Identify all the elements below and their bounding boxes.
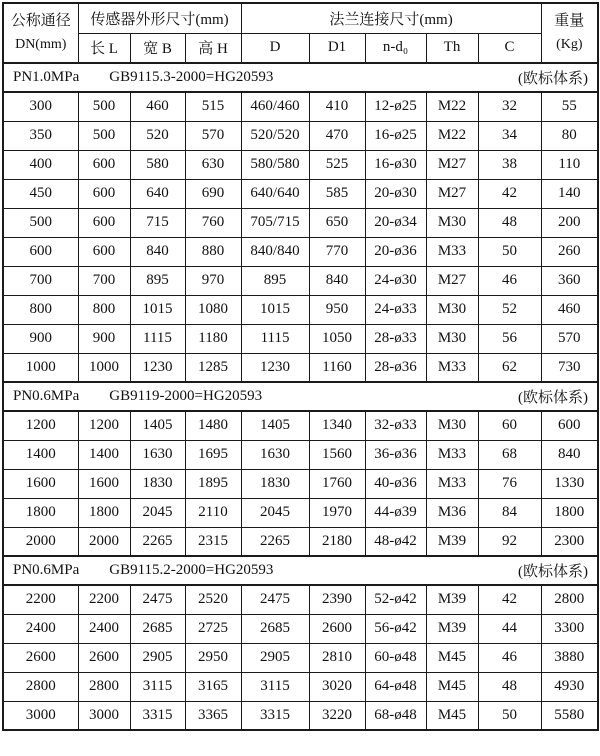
cell: 840 [130,237,185,266]
cell: 1230 [130,353,185,382]
header-nominal-diameter [3,3,78,63]
cell: 900 [3,324,78,353]
cell: 3020 [309,672,365,701]
cell: 84 [478,498,541,527]
cell: 1000 [78,353,130,382]
header-flange-dimensions-group: 法兰连接尺寸(mm) [241,3,541,33]
cell: 580/580 [241,150,309,179]
cell: 705/715 [241,208,309,237]
data-row [3,237,598,266]
header-width-b: 宽 B [130,33,185,63]
header-height-h: 高 H [185,33,241,63]
cell: 28-ø36 [365,353,426,382]
data-row [3,440,598,469]
cell: 32-ø33 [365,411,426,440]
cell: 400 [3,150,78,179]
header-nominal-diameter-cn: 公称通径 [10,12,71,29]
data-row [3,498,598,527]
cell: 3000 [3,701,78,730]
cell: 2800 [541,585,598,614]
cell: 760 [185,208,241,237]
data-row [3,295,598,324]
cell: 600 [541,411,598,440]
cell: 350 [3,121,78,150]
section-header-cell [3,382,598,411]
cell: 1230 [241,353,309,382]
cell: 2905 [130,643,185,672]
cell: 3315 [241,701,309,730]
cell: 1330 [541,469,598,498]
cell: 24-ø30 [365,266,426,295]
cell: 2390 [309,585,365,614]
cell: 600 [78,208,130,237]
data-row [3,672,598,701]
data-row [3,701,598,730]
cell: 2600 [3,643,78,672]
cell: 800 [78,295,130,324]
cell: M45 [426,701,478,730]
cell: 895 [130,266,185,295]
cell: 895 [241,266,309,295]
cell: 48 [478,672,541,701]
cell: 16-ø30 [365,150,426,179]
cell: 1340 [309,411,365,440]
data-row [3,324,598,353]
cell: M39 [426,527,478,556]
cell: 32 [478,92,541,121]
cell: 410 [309,92,365,121]
header-row-groups [3,3,598,33]
cell: 40-ø36 [365,469,426,498]
cell: 12-ø25 [365,92,426,121]
cell: M33 [426,353,478,382]
cell: 2905 [241,643,309,672]
cell: M36 [426,498,478,527]
cell: 1800 [78,498,130,527]
cell: 840 [309,266,365,295]
cell: 52-ø42 [365,585,426,614]
cell: 460 [541,295,598,324]
cell: 76 [478,469,541,498]
cell: M30 [426,295,478,324]
cell: M45 [426,643,478,672]
cell: 600 [78,237,130,266]
cell: 1600 [78,469,130,498]
cell: 450 [3,179,78,208]
cell: 460 [130,92,185,121]
cell: 690 [185,179,241,208]
cell: 360 [541,266,598,295]
cell: 730 [541,353,598,382]
cell: 2200 [78,585,130,614]
cell: 2520 [185,585,241,614]
cell: 700 [78,266,130,295]
cell: 48-ø42 [365,527,426,556]
header-c: C [478,33,541,63]
cell: 1050 [309,324,365,353]
cell: 1630 [130,440,185,469]
data-row [3,208,598,237]
cell: 2475 [241,585,309,614]
cell: 20-ø30 [365,179,426,208]
section-row [3,382,598,411]
cell: 840/840 [241,237,309,266]
dimension-spec-table [2,2,599,731]
data-row [3,179,598,208]
cell: 48 [478,208,541,237]
cell: 950 [309,295,365,324]
cell: 1630 [241,440,309,469]
cell: 2685 [130,614,185,643]
cell: 2265 [241,527,309,556]
cell: 515 [185,92,241,121]
section-pressure-rating: PN0.6MPa [13,562,80,578]
cell: 1015 [130,295,185,324]
cell: 42 [478,179,541,208]
cell: 92 [478,527,541,556]
cell: 650 [309,208,365,237]
cell: 34 [478,121,541,150]
cell: M22 [426,121,478,150]
cell: 1800 [541,498,598,527]
cell: 600 [3,237,78,266]
cell: 52 [478,295,541,324]
header-d1: D1 [309,33,365,63]
cell: 300 [3,92,78,121]
cell: 2180 [309,527,365,556]
cell: 50 [478,237,541,266]
data-row [3,585,598,614]
cell: 1080 [185,295,241,324]
cell: 80 [541,121,598,150]
cell: 1695 [185,440,241,469]
cell: 2000 [78,527,130,556]
header-sensor-dimensions-group: 传感器外形尺寸(mm) [78,3,241,33]
cell: 2200 [3,585,78,614]
data-row [3,266,598,295]
cell: 16-ø25 [365,121,426,150]
cell: 3000 [78,701,130,730]
section-standard-note: (欧标体系) [518,71,589,87]
cell: M30 [426,208,478,237]
cell: 46 [478,266,541,295]
data-row [3,121,598,150]
cell: 900 [78,324,130,353]
cell: M22 [426,92,478,121]
cell: 500 [78,121,130,150]
cell: 770 [309,237,365,266]
cell: 3365 [185,701,241,730]
cell: 580 [130,150,185,179]
cell: 1200 [78,411,130,440]
header-row-subcolumns [3,33,598,63]
cell: 56 [478,324,541,353]
cell: 260 [541,237,598,266]
section-standard-code: GB9119-2000=HG20593 [109,388,263,404]
cell: 2265 [130,527,185,556]
cell: 2400 [3,614,78,643]
cell: 3165 [185,672,241,701]
header-th: Th [426,33,478,63]
cell: 2000 [3,527,78,556]
data-row [3,527,598,556]
cell: 585 [309,179,365,208]
cell: 800 [3,295,78,324]
cell: 60-ø48 [365,643,426,672]
cell: 1400 [78,440,130,469]
header-n-d0: n-d₀ [365,33,426,63]
cell: 1760 [309,469,365,498]
table-body [3,63,598,730]
cell: 44-ø39 [365,498,426,527]
cell: 630 [185,150,241,179]
section-standard-note: (欧标体系) [518,390,589,406]
cell: 1405 [241,411,309,440]
cell: 62 [478,353,541,382]
cell: 1895 [185,469,241,498]
cell: 715 [130,208,185,237]
cell: M45 [426,672,478,701]
section-row [3,556,598,585]
header-d: D [241,33,309,63]
cell: 2725 [185,614,241,643]
data-row [3,643,598,672]
cell: M33 [426,237,478,266]
cell: 20-ø36 [365,237,426,266]
cell: 56-ø42 [365,614,426,643]
cell: 1115 [241,324,309,353]
cell: 1600 [3,469,78,498]
cell: 1830 [241,469,309,498]
cell: 2045 [241,498,309,527]
cell: 140 [541,179,598,208]
cell: 2600 [78,643,130,672]
cell: 36-ø36 [365,440,426,469]
cell: M27 [426,150,478,179]
cell: 1970 [309,498,365,527]
cell: 3300 [541,614,598,643]
cell: 44 [478,614,541,643]
cell: 2475 [130,585,185,614]
cell: 55 [541,92,598,121]
cell: 24-ø33 [365,295,426,324]
cell: 970 [185,266,241,295]
cell: 2110 [185,498,241,527]
cell: 46 [478,643,541,672]
table-header [3,3,598,63]
section-header-cell [3,556,598,585]
cell: 2800 [3,672,78,701]
cell: 520 [130,121,185,150]
cell: 42 [478,585,541,614]
cell: M33 [426,469,478,498]
cell: 3315 [130,701,185,730]
cell: 110 [541,150,598,179]
cell: 2045 [130,498,185,527]
section-pressure-rating: PN1.0MPa [13,69,80,85]
header-weight-cn: 重量 [554,12,585,29]
cell: 600 [78,179,130,208]
cell: 2685 [241,614,309,643]
header-nominal-diameter-unit: DN(mm) [15,37,67,52]
cell: 2315 [185,527,241,556]
cell: 200 [541,208,598,237]
cell: 64-ø48 [365,672,426,701]
cell: 525 [309,150,365,179]
cell: 50 [478,701,541,730]
cell: 1830 [130,469,185,498]
cell: 4930 [541,672,598,701]
cell: 570 [185,121,241,150]
cell: 68-ø48 [365,701,426,730]
data-row [3,411,598,440]
cell: 640/640 [241,179,309,208]
data-row [3,469,598,498]
cell: 470 [309,121,365,150]
cell: 2800 [78,672,130,701]
cell: 1200 [3,411,78,440]
cell: M27 [426,179,478,208]
cell: 840 [541,440,598,469]
cell: 68 [478,440,541,469]
cell: M27 [426,266,478,295]
cell: M39 [426,614,478,643]
cell: 60 [478,411,541,440]
cell: 3880 [541,643,598,672]
header-weight-unit: (Kg) [556,37,583,52]
section-pressure-rating: PN0.6MPa [13,388,80,404]
cell: 1400 [3,440,78,469]
cell: 1015 [241,295,309,324]
cell: 1560 [309,440,365,469]
cell: 500 [3,208,78,237]
cell: M39 [426,585,478,614]
cell: 2300 [541,527,598,556]
cell: 1800 [3,498,78,527]
section-standard-code: GB9115.2-2000=HG20593 [109,562,274,578]
cell: 20-ø34 [365,208,426,237]
cell: 1160 [309,353,365,382]
cell: 640 [130,179,185,208]
section-standard-code: GB9115.3-2000=HG20593 [109,69,274,85]
cell: 28-ø33 [365,324,426,353]
cell: 600 [78,150,130,179]
cell: 700 [3,266,78,295]
header-weight [541,3,598,63]
cell: M33 [426,440,478,469]
cell: 3115 [130,672,185,701]
cell: M30 [426,324,478,353]
cell: 3115 [241,672,309,701]
data-row [3,92,598,121]
cell: 5580 [541,701,598,730]
cell: 2400 [78,614,130,643]
data-row [3,353,598,382]
cell: 1180 [185,324,241,353]
cell: 520/520 [241,121,309,150]
cell: 460/460 [241,92,309,121]
section-standard-note: (欧标体系) [518,564,589,580]
cell: 2950 [185,643,241,672]
cell: 2600 [309,614,365,643]
cell: 880 [185,237,241,266]
cell: M30 [426,411,478,440]
cell: 2810 [309,643,365,672]
cell: 1000 [3,353,78,382]
cell: 38 [478,150,541,179]
cell: 1285 [185,353,241,382]
cell: 1405 [130,411,185,440]
data-row [3,150,598,179]
section-header-cell [3,63,598,92]
section-row [3,63,598,92]
cell: 1480 [185,411,241,440]
data-row [3,614,598,643]
cell: 500 [78,92,130,121]
cell: 1115 [130,324,185,353]
cell: 3220 [309,701,365,730]
header-length-l: 长 L [78,33,130,63]
cell: 570 [541,324,598,353]
